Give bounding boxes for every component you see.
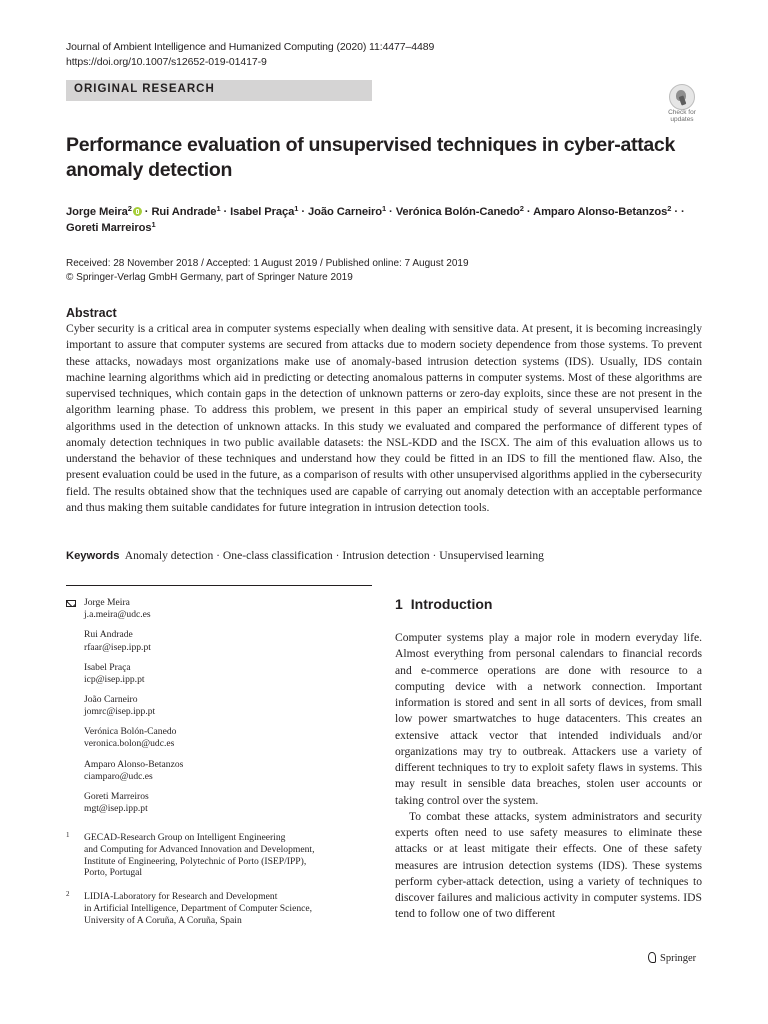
article-type-label: ORIGINAL RESEARCH	[74, 83, 215, 95]
keywords-label: Keywords	[66, 550, 120, 562]
author-name[interactable]: João Carneiro	[308, 206, 382, 218]
author-name[interactable]: Jorge Meira	[66, 206, 128, 218]
contact-entry	[84, 694, 155, 719]
doi-link[interactable]: https://doi.org/10.1007/s12652-019-01417-9	[66, 56, 267, 68]
author-name[interactable]: Goreti Marreiros	[66, 222, 152, 234]
author-separator: ·	[671, 206, 681, 218]
paragraph: Computer systems play a major role in modern everyday life. Almost everything from personal calendars to financial records and e-commerce operations are done with resource to a computing device with a network connection. Important information is stored and sent in all sorts of devices, from small low power smartwatches to huge datacenters. This creates an extensive attack vector that intended individuals and/or organizations may try to outbreak. Attackers use a variety of different techniques to try to exploit safety flaws in systems. This may result in sensible data breaches, stolen user accounts or taking control over the system.	[395, 631, 702, 807]
contact-email[interactable]: jomrc@isep.ipp.pt	[84, 706, 156, 718]
author-separator: ·	[386, 206, 396, 218]
contact-entry	[84, 629, 151, 654]
publisher-name: Springer	[660, 953, 697, 964]
contact-email[interactable]: veronica.bolon@udc.es	[84, 738, 175, 750]
author-separator: ·	[298, 206, 309, 218]
contact-entry	[84, 791, 149, 816]
orcid-icon[interactable]	[133, 207, 142, 216]
author-separator: ·	[141, 206, 152, 218]
contact-name: Amparo Alonso-Betanzos	[84, 758, 184, 770]
contact-entry	[84, 759, 183, 784]
contact-entry	[84, 662, 145, 687]
contact-name: Goreti Marreiros	[84, 790, 149, 802]
journal-citation: Journal of Ambient Intelligence and Humanized Computing (2020) 11:4477–4489	[66, 41, 435, 53]
contact-name: Jorge Meira	[84, 597, 130, 608]
author-name[interactable]: Amparo Alonso-Betanzos	[533, 206, 668, 218]
contact-entry	[84, 597, 151, 622]
check-for-updates-label: Check for updates	[668, 109, 696, 123]
author-affiliation-marker: 2	[519, 204, 524, 213]
article-dates	[66, 257, 469, 284]
contact-email[interactable]: ciamparo@udc.es	[84, 770, 153, 782]
contact-name: Isabel Praça	[84, 661, 131, 673]
check-for-updates-badge[interactable]	[662, 84, 702, 124]
contact-entry	[84, 726, 176, 751]
affiliation-text: GECAD-Research Group on Intelligent Engineering and Computing for Advanced Innovation and Development, Institute of Engineering, Polytechnic of Porto (ISEP/IPP), Porto, Portugal	[84, 832, 315, 879]
contact-email[interactable]: icp@isep.ipp.pt	[84, 673, 145, 685]
keywords	[66, 549, 544, 562]
springer-horse-icon	[648, 952, 656, 963]
author-separator: ·	[220, 206, 231, 218]
author-name[interactable]: Rui Andrade	[151, 206, 217, 218]
abstract-text: Cyber security is a critical area in computer systems especially when dealing with sensitive data. At present, it is becoming increasingly important to assure that computer systems are secured from attacks due to modern society dependence from those systems. To prevent these attacks, nowadays most organizations make use of anomaly-based intrusion detection systems (IDS). Usually, IDS contain machine learning algorithms which aid in predicting or detecting anomalous patterns in computer systems. Most of these algorithms are supervised techniques, which contain gaps in the detection of unknown patterns or zero-day exploits, since these are not present in the algorithm learning phase. To address this problem, we present in this paper an empirical study of several unsupervised learning algorithms used in the detection of unknown attacks. In this study we evaluated and compared the performance of different types of anomaly detection techniques in two public available datasets: the NSL-KDD and the ISCX. The aim of this evaluation allows us to understand the behavior of these techniques and understand how they could be fitted in an IDS to fill the mentioned flaw. Also, the present evaluation could be used in the future, as a comparison of results with other unsupervised algorithms applied in the cybersecurity field. The results obtained show that the techniques used are capable of carrying out anomaly detection with an acceptable performance and thus making them suitable candidates for future integration in intrusion detection tools.	[66, 322, 702, 514]
article-type-bar	[66, 80, 372, 101]
contact-name: João Carneiro	[84, 693, 138, 705]
publication-history: Received: 28 November 2018 / Accepted: 1 August 2019 / Published online: 7 August 2019	[66, 258, 469, 269]
paragraph: To combat these attacks, system administrators and security experts often need to use safety measures to eliminate these attacks or at least mitigate their effects. One of these safety measures are intrusion detection systems (IDS). These systems perform cyber-attack detection, using a variety of techniques to discover failures and malicious activity in computer systems. IDS tend to follow one of two different	[395, 809, 702, 921]
author-name[interactable]: Verónica Bolón-Canedo	[395, 206, 520, 218]
author-affiliation-marker: 1	[151, 220, 156, 229]
journal-header	[66, 40, 434, 70]
section-heading-introduction	[395, 596, 492, 612]
introduction-body	[395, 630, 702, 923]
section-title: Introduction	[410, 596, 493, 612]
envelope-icon	[66, 600, 76, 607]
copyright-notice: © Springer-Verlag GmbH Germany, part of Springer Nature 2019	[66, 271, 353, 283]
author-affiliation-marker: 2	[127, 204, 132, 213]
affiliation-number: 2	[66, 890, 70, 898]
paper-title: Performance evaluation of unsupervised techniques in cyber-attack anomaly detection	[66, 134, 676, 181]
author-affiliation-marker: 1	[216, 204, 221, 213]
contact-email[interactable]: rfaar@isep.ipp.pt	[84, 641, 151, 653]
section-number: 1	[395, 596, 403, 612]
contact-email[interactable]: j.a.meira@udc.es	[84, 609, 151, 621]
affiliation-text: LIDIA-Laboratory for Research and Development in Artificial Intelligence, Department of Computer Science, University of A Coruña, A Coruña, Spain	[84, 891, 313, 926]
abstract-heading: Abstract	[66, 306, 117, 320]
author-list	[66, 204, 716, 236]
author-affiliation-marker: 2	[667, 204, 672, 213]
author-separator: ·	[680, 206, 685, 218]
author-separator: ·	[523, 206, 534, 218]
footnote-divider	[66, 585, 372, 586]
contact-name: Verónica Bolón-Canedo	[84, 726, 177, 738]
bookmark-icon	[669, 84, 695, 110]
contact-name: Rui Andrade	[84, 629, 133, 641]
author-affiliation-marker: 1	[294, 204, 299, 213]
contact-email[interactable]: mgt@isep.ipp.pt	[84, 803, 148, 815]
author-name[interactable]: Isabel Praça	[230, 206, 295, 218]
author-affiliation-marker: 1	[381, 204, 387, 213]
publisher-logo	[648, 952, 696, 964]
affiliation-number: 1	[66, 831, 70, 839]
keywords-text: Anomaly detection · One-class classification · Intrusion detection · Unsupervised learning	[124, 549, 544, 562]
